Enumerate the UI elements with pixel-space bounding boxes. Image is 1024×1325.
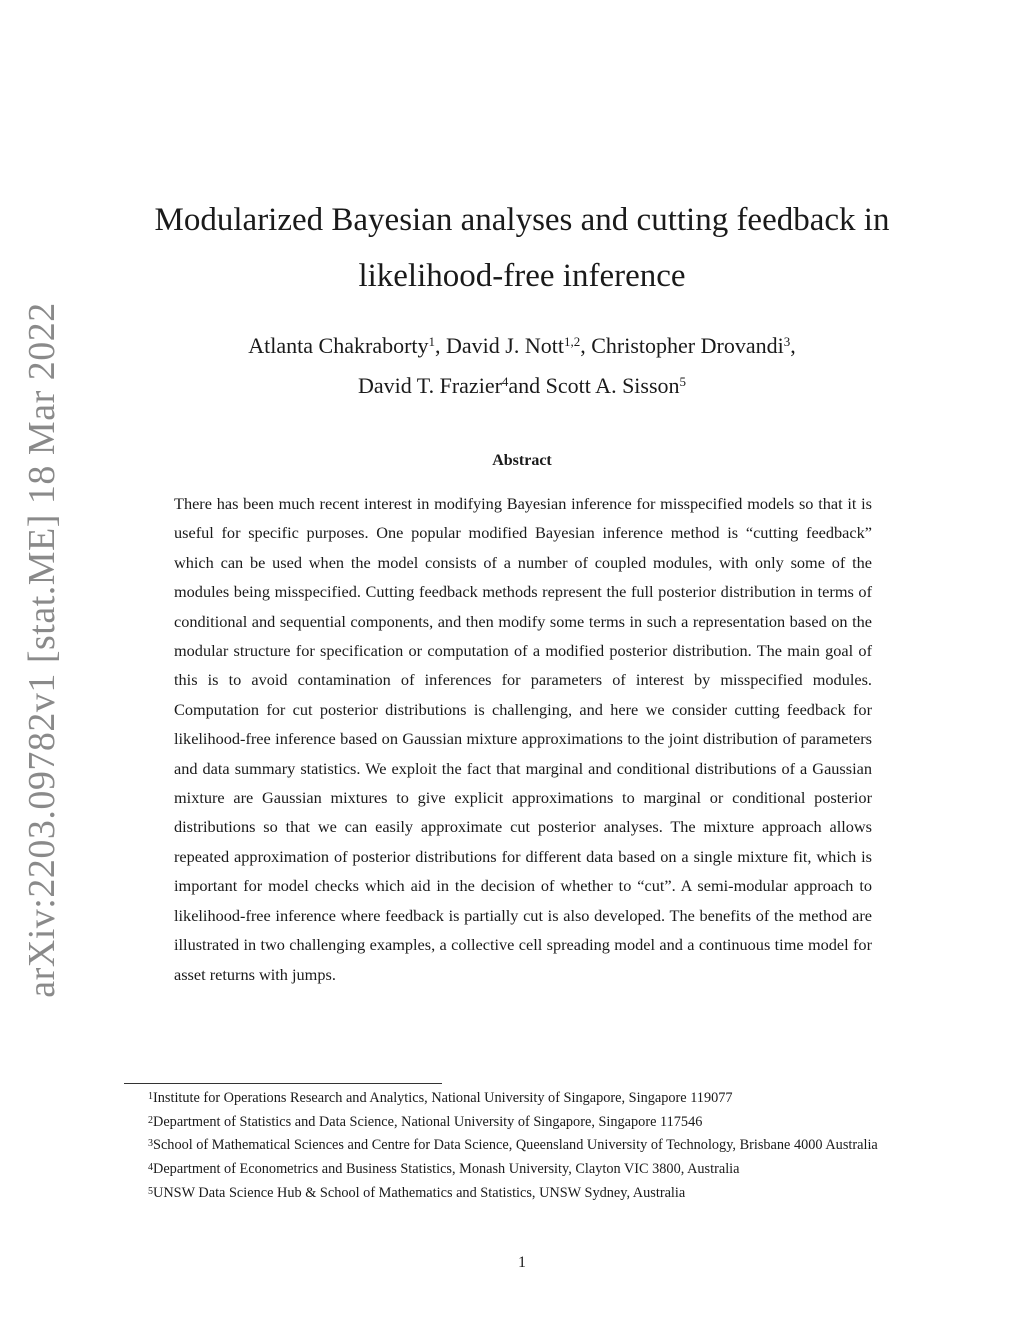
footnote-mark: 2 <box>148 1114 153 1126</box>
affiliation-mark: 1 <box>428 334 436 349</box>
footnote-mark: 4 <box>148 1162 153 1174</box>
author-name: Scott A. Sisson <box>545 373 680 398</box>
author-separator: , <box>580 333 586 358</box>
arxiv-identifier-stamp: arXiv:2203.09782v1 [stat.ME] 18 Mar 2022 <box>21 302 63 998</box>
footnote-1 <box>124 1087 920 1111</box>
footnote-divider <box>124 1083 442 1084</box>
footnote-4 <box>124 1158 920 1182</box>
abstract-heading: Abstract <box>492 452 552 469</box>
author-name: David J. Nott <box>446 333 564 358</box>
author-name: David T. Frazier <box>357 373 502 398</box>
author-conjunction: and <box>508 373 541 398</box>
affiliation-mark: 4 <box>501 374 509 389</box>
author-separator: , <box>790 333 796 358</box>
affiliation-mark: 3 <box>783 334 791 349</box>
footnote-3 <box>124 1134 920 1158</box>
footnote-mark: 1 <box>148 1091 153 1102</box>
title-line-2: likelihood-free inference <box>358 258 686 294</box>
footnote-text: Department of Statistics and Data Science, National University of Singapore, Singapore 117546 <box>153 1113 703 1130</box>
author-name: Atlanta Chakraborty <box>248 333 429 358</box>
footnote-2 <box>124 1111 920 1135</box>
title-line-1: Modularized Bayesian analyses and cutting feedback in <box>154 202 890 238</box>
footnotes <box>124 1087 920 1206</box>
abstract-body: There has been much recent interest in modifying Bayesian inference for misspecified models so that it is useful for specific purposes. One popular modified Bayesian inference method is “cutting feedback” which can be used when the model consists of a number of coupled modules, with only some of the modules being misspecified. Cutting feedback methods represent the full posterior distribution in terms of conditional and sequential components, and then modify some terms in such a representation based on the modular structure for specification or computation of a modified posterior distribution. The main goal of this is to avoid contamination of inferences for parameters of interest by misspecified modules. Computation for cut posterior distributions is challenging, and here we consider cutting feedback for likelihood-free inference based on Gaussian mixture approximations to the joint distribution of parameters and data summary statistics. We exploit the fact that marginal and conditional distributions of a Gaussian mixture are Gaussian mixtures to give explicit approximations to marginal or conditional posterior distributions so that we can easily approximate cut posterior analyses. The mixture approach allows repeated approximation of posterior distributions for different data based on a single mixture fit, which is important for model checks which aid in the decision of whether to “cut”. A semi-modular approach to likelihood-free inference where feedback is partially cut is also developed. The benefits of the method are illustrated in two challenging examples, a collective cell spreading model and a continuous time model for asset returns with jumps. <box>174 494 872 984</box>
author-separator: , <box>435 333 441 358</box>
author-list <box>110 326 934 406</box>
author-name: Christopher Drovandi <box>591 333 784 358</box>
footnote-5 <box>124 1182 920 1206</box>
affiliation-mark: 5 <box>679 374 687 389</box>
footnote-mark: 5 <box>148 1185 153 1197</box>
page-number: 1 <box>518 1254 526 1271</box>
footnote-text: School of Mathematical Sciences and Centre for Data Science, Queensland University of Technology, Brisbane 4000 Australia <box>153 1137 878 1154</box>
footnote-text: Department of Econometrics and Business Statistics, Monash University, Clayton VIC 3800, Australia <box>153 1161 740 1178</box>
affiliation-mark: 1,2 <box>563 334 581 349</box>
footnote-text: UNSW Data Science Hub & School of Mathematics and Statistics, UNSW Sydney, Australia <box>153 1184 686 1201</box>
footnote-mark: 3 <box>148 1138 153 1150</box>
paper-title <box>110 192 934 304</box>
footnote-text: Institute for Operations Research and Analytics, National University of Singapore, Singapore 119077 <box>153 1090 733 1106</box>
